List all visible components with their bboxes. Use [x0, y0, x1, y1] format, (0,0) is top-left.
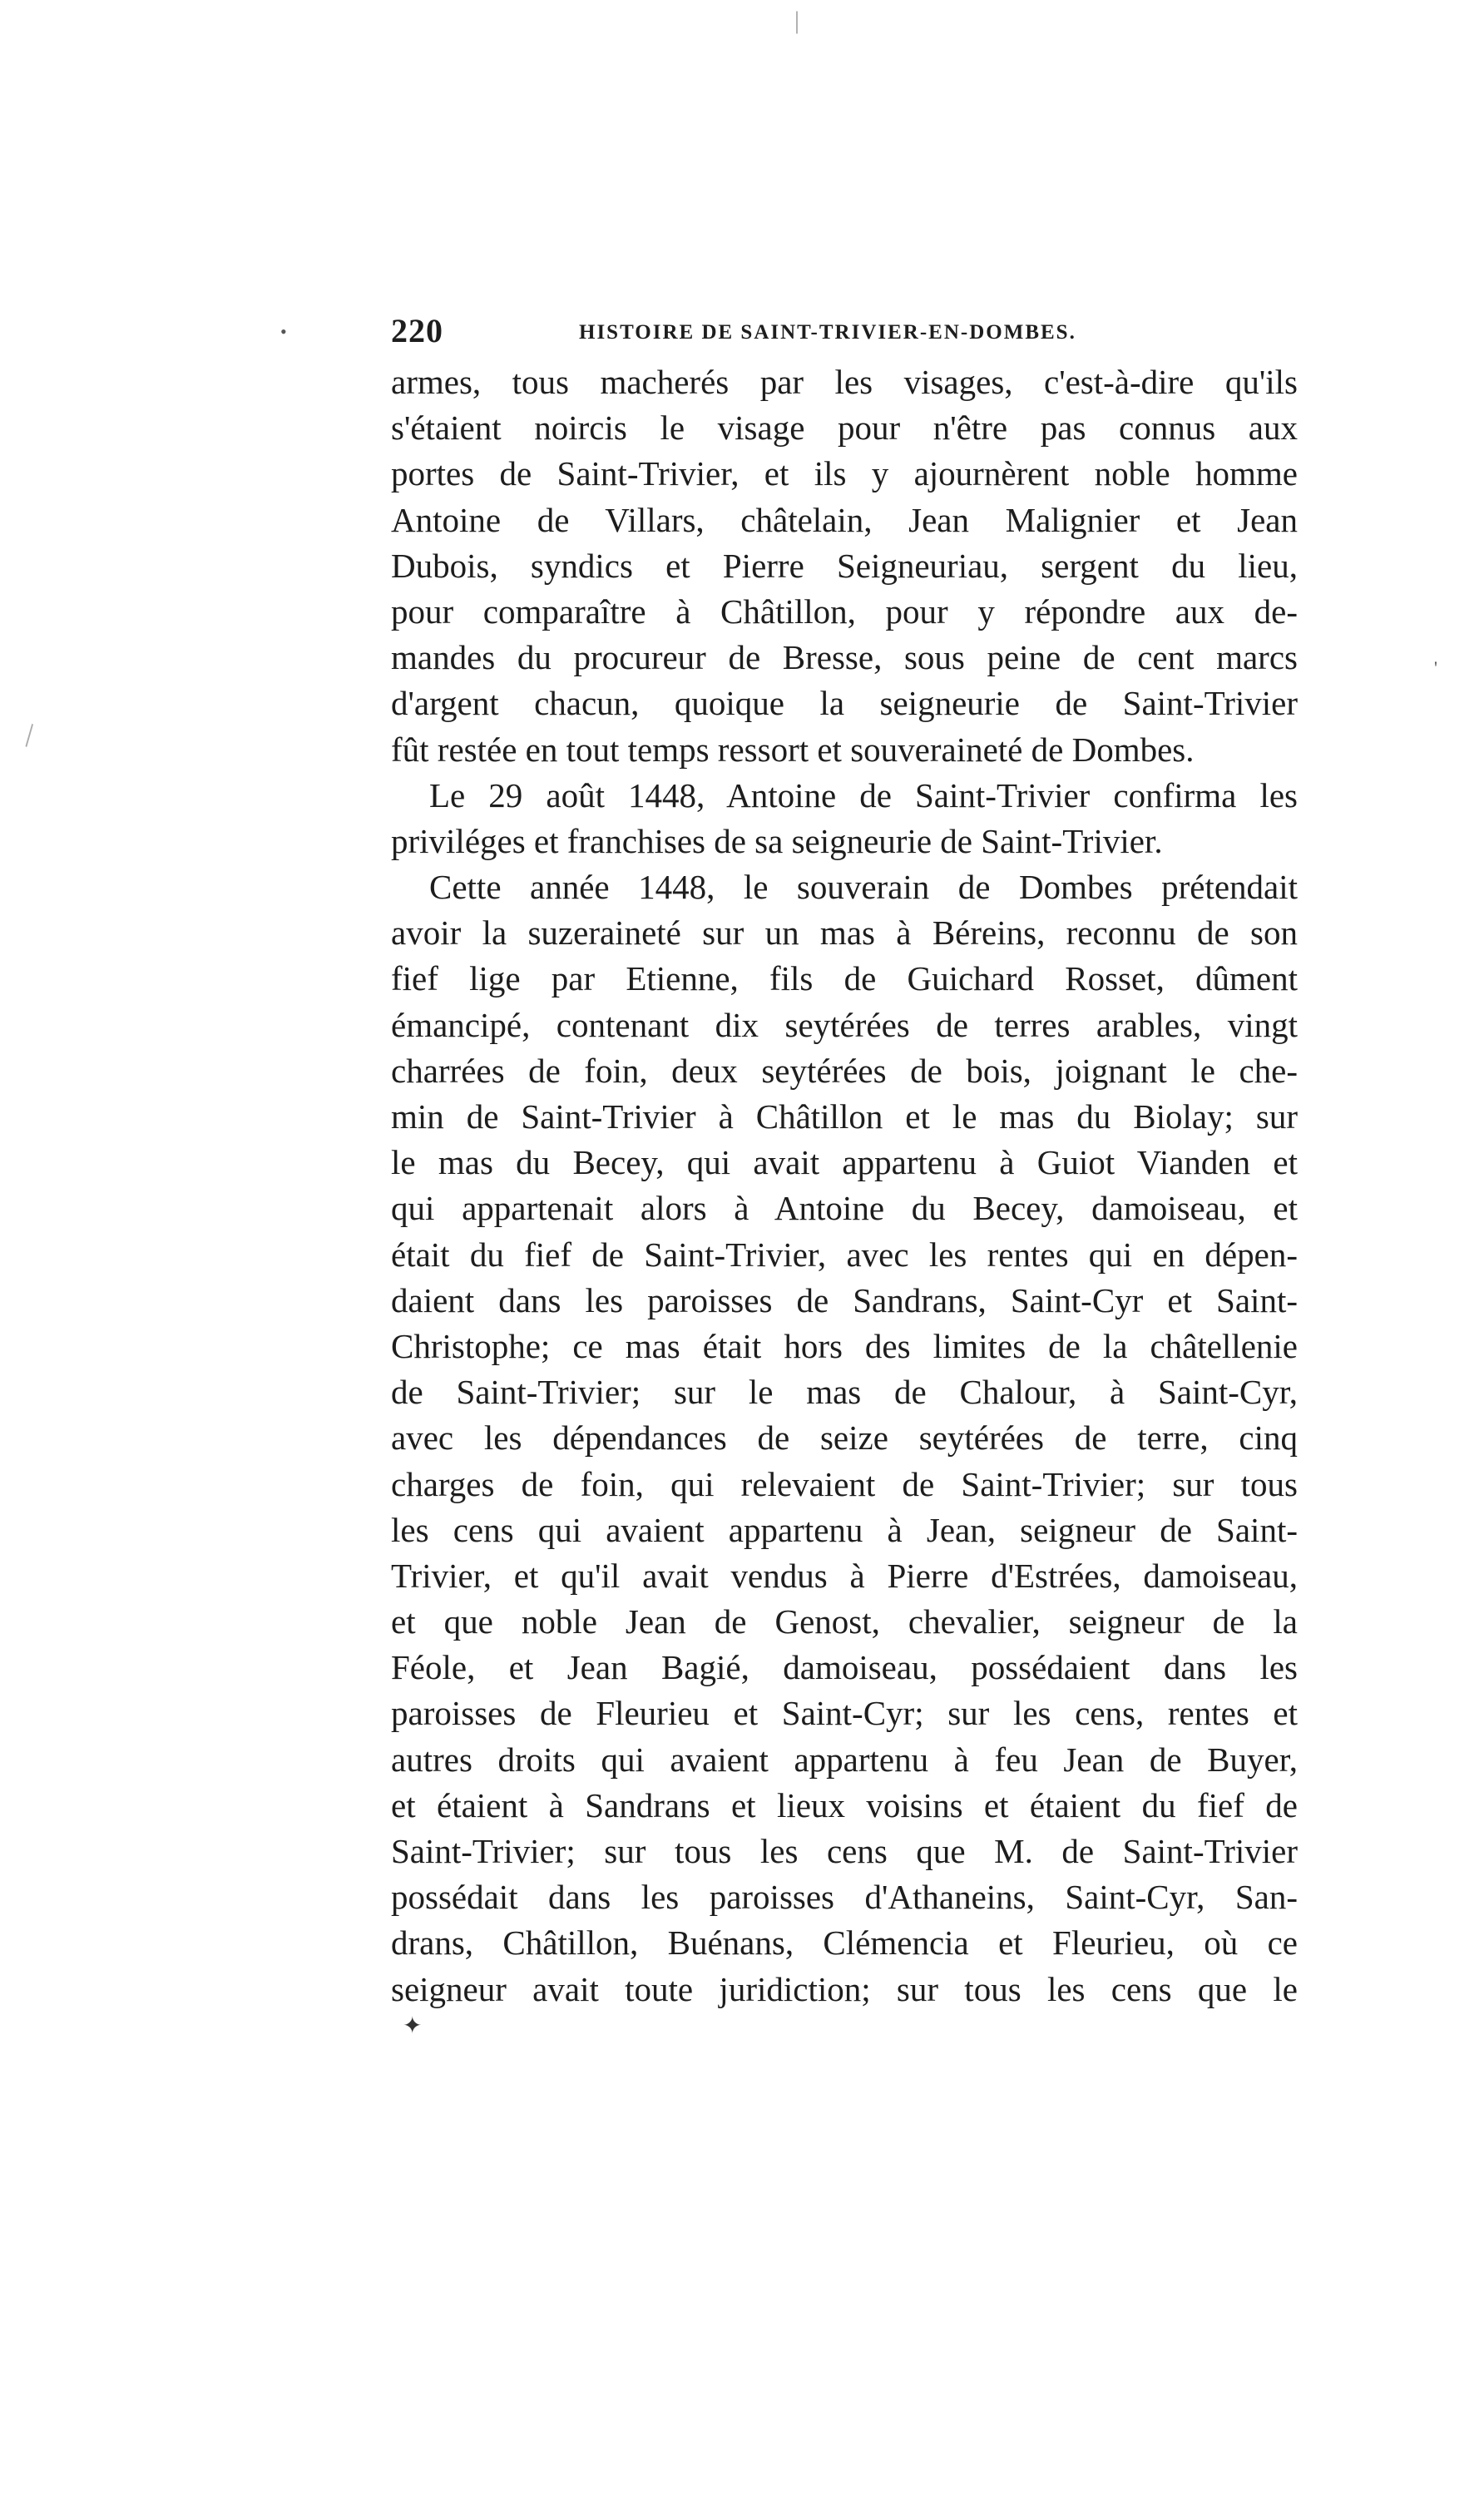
text-line: d'argent chacun, quoique la seigneurie de Saint-Trivier	[391, 684, 1298, 723]
text-line: fût restée en tout temps ressort et souveraineté de Dombes.	[391, 730, 1195, 769]
text-line: priviléges et franchises de sa seigneurie de Saint-Trivier.	[391, 821, 1163, 860]
page-header	[391, 311, 1298, 361]
text-line: avoir la suzeraineté sur un mas à Béreins, reconnu de son	[391, 913, 1298, 953]
text-line: Féole, et Jean Bagié, damoiseau, possédaient dans les	[391, 1648, 1298, 1687]
text-line: paroisses de Fleurieu et Saint-Cyr; sur les cens, rentes et	[391, 1694, 1298, 1733]
text-line: Saint-Trivier; sur tous les cens que M. de Saint-Trivier	[391, 1832, 1298, 1870]
body-text	[391, 359, 1298, 2012]
text-line: s'étaient noircis le visage pour n'être pas connus aux	[391, 408, 1298, 448]
text-line: autres droits qui avaient appartenu à feu Jean de Buyer,	[391, 1740, 1298, 1779]
text-line: fief lige par Etienne, fils de Guichard Rosset, dûment	[391, 959, 1298, 998]
text-line: armes, tous macherés par les visages, c'est-à-dire qu'ils	[391, 363, 1298, 401]
text-line: avec les dépendances de seize seytérées de terre, cinq	[391, 1418, 1298, 1458]
text-line: seigneur avait toute juridiction; sur tous les cens que le	[391, 1969, 1298, 2008]
text-line: les cens qui avaient appartenu à Jean, seigneur de Saint-	[391, 1510, 1298, 1549]
text-line: Antoine de Villars, châtelain, Jean Malignier et Jean	[391, 500, 1298, 539]
text-line: possédait dans les paroisses d'Athaneins, Saint-Cyr, San-	[391, 1878, 1298, 1917]
text-line: Dubois, syndics et Pierre Seigneuriau, sergent du lieu,	[391, 546, 1298, 585]
text-line: charrées de foin, deux seytérées de bois, joignant le che-	[391, 1051, 1298, 1090]
text-line: mandes du procureur de Bresse, sous peine de cent marcs	[391, 638, 1298, 677]
text-line: de Saint-Trivier; sur le mas de Chalour, à Saint-Cyr,	[391, 1373, 1298, 1412]
text-line: le mas du Becey, qui avait appartenu à Guiot Vianden et	[391, 1143, 1298, 1182]
text-line: et que noble Jean de Genost, chevalier, seigneur de la	[391, 1602, 1298, 1641]
text-line: charges de foin, qui relevaient de Saint-Trivier; sur tous	[391, 1464, 1298, 1503]
ornament-mark: ✦	[403, 2013, 423, 2039]
text-line: qui appartenait alors à Antoine du Becey, damoiseau, et	[391, 1189, 1298, 1228]
running-head: HISTOIRE DE SAINT-TRIVIER-EN-DOMBES.	[579, 321, 1076, 344]
text-line: émancipé, contenant dix seytérées de terres arables, vingt	[391, 1005, 1298, 1044]
text-line: Trivier, et qu'il avait vendus à Pierre d'Estrées, damoiseau,	[391, 1556, 1298, 1595]
text-line: portes de Saint-Trivier, et ils y ajournèrent noble homme	[391, 454, 1298, 493]
paper-scratch: \	[15, 716, 45, 754]
page-number: 220	[391, 312, 443, 349]
print-speck: '	[1434, 657, 1437, 678]
text-line: Le 29 août 1448, Antoine de Saint-Trivier confirma les	[429, 775, 1298, 814]
text-line: et étaient à Sandrans et lieux voisins et étaient du fief de	[391, 1785, 1298, 1824]
paper-scratch: |	[794, 7, 800, 34]
text-line: Cette année 1448, le souverain de Dombes prétendait	[429, 868, 1298, 907]
text-line: daient dans les paroisses de Sandrans, Saint-Cyr et Saint-	[391, 1280, 1298, 1319]
text-line: min de Saint-Trivier à Châtillon et le mas du Biolay; sur	[391, 1097, 1298, 1136]
print-speck: •	[280, 321, 287, 342]
text-line: pour comparaître à Châtillon, pour y répondre aux de-	[391, 592, 1298, 631]
text-line: était du fief de Saint-Trivier, avec les rentes qui en dépen-	[391, 1235, 1298, 1274]
text-line: Christophe; ce mas était hors des limites de la châtellenie	[391, 1326, 1298, 1365]
text-line: drans, Châtillon, Buénans, Clémencia et Fleurieu, où ce	[391, 1923, 1298, 1963]
